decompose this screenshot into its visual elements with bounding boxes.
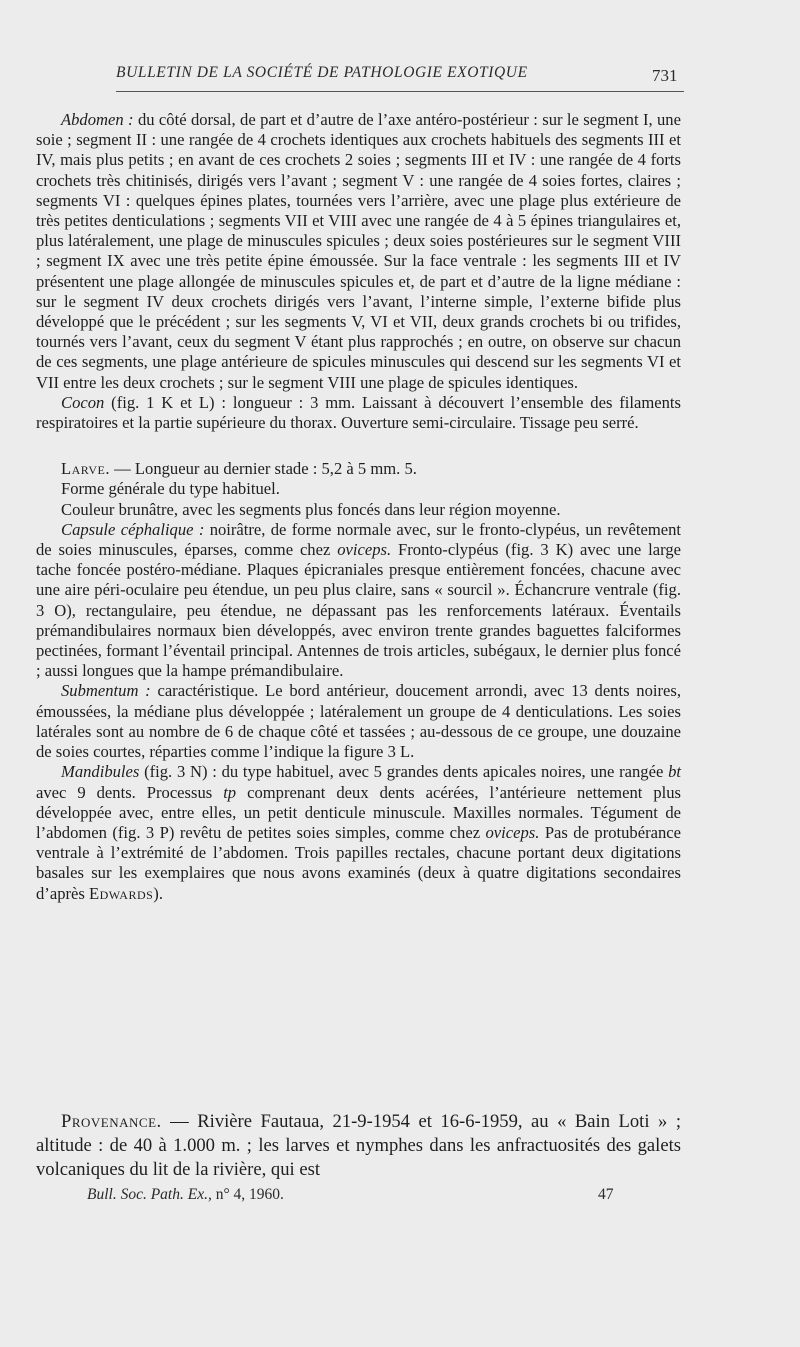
footer-citation: Bull. Soc. Path. Ex., <box>87 1186 212 1203</box>
mandibules-tp: tp <box>223 782 237 802</box>
mandibules-text-a: (fig. 3 N) : du type habituel, avec 5 grandes dents apicales noires, une rangée <box>139 762 669 782</box>
page-footer <box>87 1186 647 1204</box>
provenance-block <box>36 1110 681 1182</box>
capsule-label: Capsule céphalique : <box>61 519 205 539</box>
mandibules-text-d: Pas de protubérance ventrale à l’extrémité de l’abdomen. Trois papilles rectales, chacune portant deux digitations basales sur les exemplaires que nous avons examinés (deux à quatre digitations secondaires d’après <box>36 822 681 903</box>
abdomen-paragraph <box>36 110 681 393</box>
capsule-paragraph <box>36 520 681 682</box>
submentum-label: Submentum : <box>61 681 151 701</box>
cocon-label: Cocon <box>61 392 105 412</box>
capsule-species: oviceps. <box>337 540 392 560</box>
cocon-text: (fig. 1 K et L) : longueur : 3 mm. Laissant à découvert l’ensemble des filaments respiratoires et la partie supérieure du thorax. Ouverture semi-circulaire. Tissage peu serré. <box>36 392 681 433</box>
header-rule <box>116 91 684 92</box>
abdomen-text: du côté dorsal, de part et d’autre de l’axe antéro-postérieur : sur le segment I, une soie ; segment II : une rangée de 4 crochets identiques aux crochets habituels des segments III et IV, mais plus petits ; en avant de ces crochets 2 soies ; segments III et IV : une rangée de 4 forts crochets très chitinisés, dirigés vers l’avant ; segment V : une rangée de 4 soies fortes, claires ; segments VI : quelques épines plates, tournées vers l’arrière, avec une plage plus extérieure de très petites denticulations ; segments VII et VIII avec une rangée de 4 à 5 épines triangulaires et, plus latéralement, une plage de minuscules spicules ; deux soies postérieures sur le segment VIII ; segment IX avec une très petite épine émoussée. Sur la face ventrale : les segments III et IV présentent une plage allongée de minuscules spicules et, de part et d’autre de la ligne médiane : sur le segment IV deux crochets dirigés vers l’avant, l’interne simple, l’externe bifide plus développé que le précédent ; sur les segments V, VI et VII, deux grands crochets bi ou trifides, tournés vers l’avant, ceux du segment V étant plus rapprochés ; en outre, on observe sur chacun de ces segments, une plage antérieure de spicules minuscules qui descend sur les segments VI et VII entre les deux crochets ; sur le segment VIII une plage de spicules identiques. <box>36 110 681 392</box>
larve-paragraph <box>36 459 681 479</box>
forme-paragraph: Forme générale du type habituel. <box>61 479 280 499</box>
footer-signature: 47 <box>598 1186 614 1203</box>
provenance-label: Provenance. <box>61 1111 162 1132</box>
mandibules-author: Edwards <box>88 883 154 903</box>
provenance-paragraph <box>36 1110 681 1182</box>
larve-text: — Longueur au dernier stade : 5,2 à 5 mm. 5. <box>110 459 417 479</box>
running-title: BULLETIN DE LA SOCIÉTÉ DE PATHOLOGIE EXOTIQUE <box>116 64 528 81</box>
footer-issue: n° 4, 1960. <box>211 1186 284 1203</box>
submentum-text: caractéristique. Le bord antérieur, doucement arrondi, avec 13 dents noires, émoussées, la médiane plus développée ; latéralement un groupe de 4 denticulations. Les soies latérales sont au nombre de 6 de chaque côté et tassées ; au-dessous de ce groupe, une douzaine de soies courtes, réparties comme l’indique la figure 3 L. <box>36 681 681 762</box>
page-number: 731 <box>652 66 678 85</box>
mandibules-bt: bt <box>668 762 681 782</box>
mandibules-label: Mandibules <box>61 762 140 782</box>
mandibules-text-b: avec 9 dents. Processus <box>36 782 224 802</box>
section-gap <box>36 433 681 459</box>
submentum-paragraph <box>36 681 681 762</box>
abdomen-label: Abdomen : <box>61 110 134 129</box>
body-text <box>36 110 681 904</box>
couleur-paragraph: Couleur brunâtre, avec les segments plus foncés dans leur région moyenne. <box>61 499 561 519</box>
capsule-text-a: noirâtre, de forme normale avec, sur le fronto-clypéus, un revêtement de soies minuscules, éparses, comme chez <box>36 519 681 560</box>
larve-label: Larve. <box>61 459 110 479</box>
cocon-paragraph <box>36 393 681 433</box>
mandibules-text-e: ). <box>153 883 163 903</box>
mandibules-text-c: comprenant deux dents acérées, l’antérieure nettement plus développée avec, entre elles, un petit denticule minuscule. Maxilles normales. Tégument de l’abdomen (fig. 3 P) revêtu de petites soies simples, comme chez <box>36 782 681 842</box>
mandibules-paragraph <box>36 762 681 903</box>
capsule-text-b: Fronto-clypéus (fig. 3 K) avec une large tache foncée postéro-médiane. Plaques épicraniales presque entièrement foncées, chacune avec une aire péri-oculaire peu étendue, un peu plus claire, sans « sourcil ». Échancrure ventrale (fig. 3 O), rectangulaire, peu étendue, ne dépassant pas les renforcements latéraux. Éventails prémandibulaires normaux bien développés, avec environ trente grandes baguettes falciformes pectinées, formant l’éventail principal. Antennes de trois articles, subégaux, le dernier plus foncé ; aussi longues que la hampe prémandibulaire. <box>36 540 681 681</box>
mandibules-species: oviceps. <box>485 822 540 842</box>
provenance-text: — Rivière Fautaua, 21-9-1954 et 16-6-1959, au « Bain Loti » ; altitude : de 40 à 1.000 m. ; les larves et nymphes dans les anfractuosités des galets volcaniques du lit de la rivière, qui est <box>36 1111 681 1180</box>
